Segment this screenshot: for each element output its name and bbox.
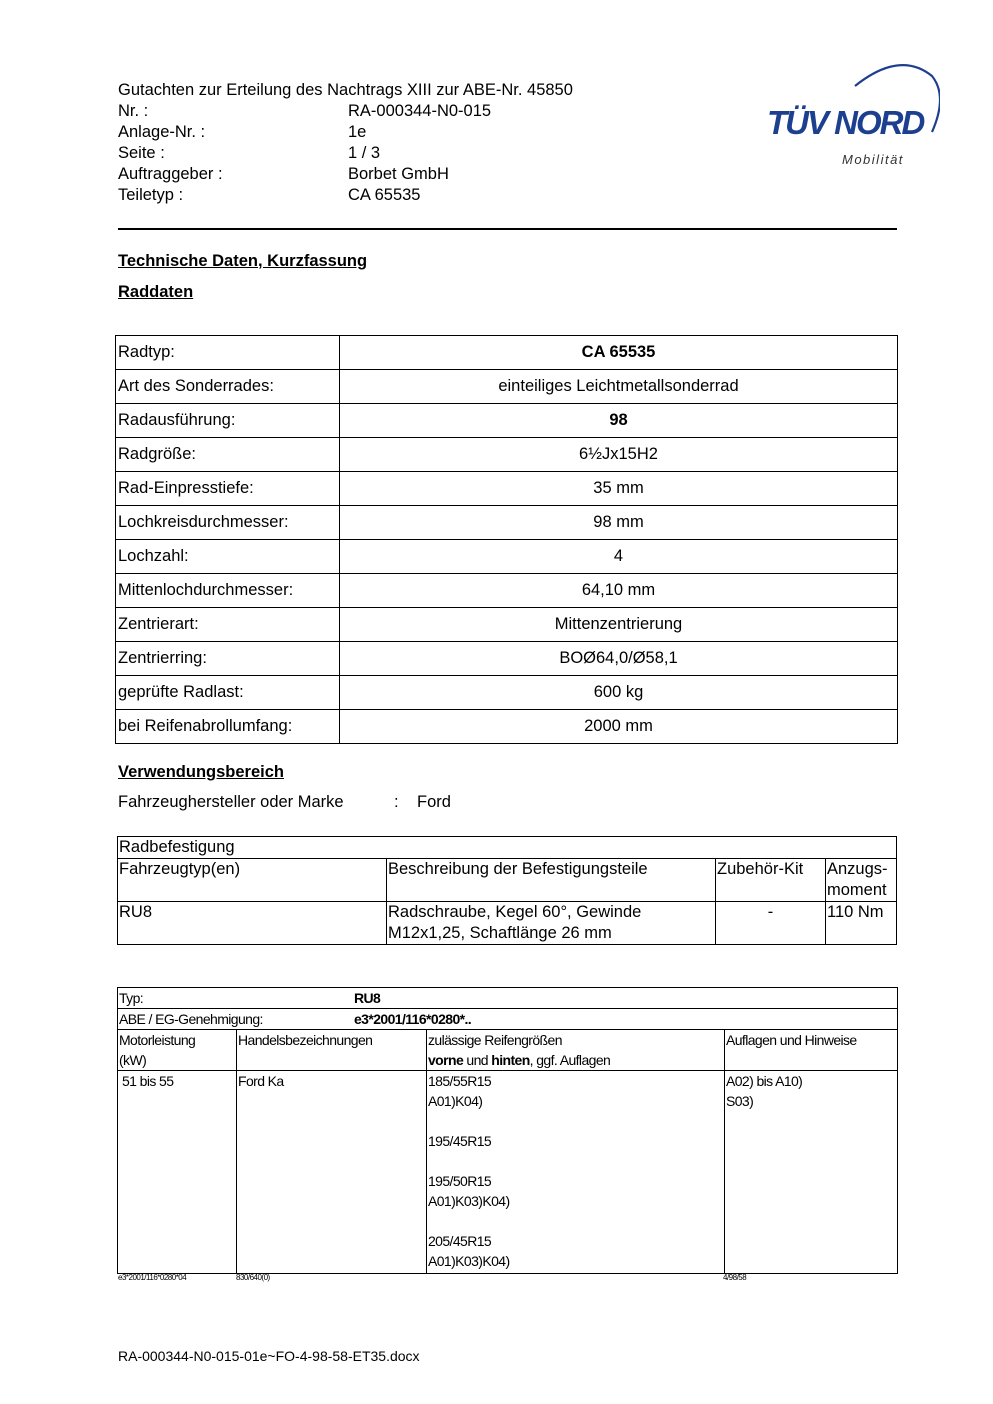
hersteller-label: Fahrzeughersteller oder Marke bbox=[118, 793, 344, 811]
raddaten-key: Lochkreisdurchmesser: bbox=[116, 506, 340, 540]
footer-small-right: 4/98/58 bbox=[723, 1273, 747, 1282]
logo-brand: TÜV NORD bbox=[767, 104, 924, 141]
hersteller-value: Ford bbox=[417, 793, 451, 811]
header-label: Teiletyp : bbox=[118, 186, 184, 204]
radbefestigung-table bbox=[117, 836, 897, 945]
raddaten-value: 4 bbox=[340, 540, 898, 574]
logo-subtitle: Mobilität bbox=[842, 152, 904, 167]
raddaten-value: Mittenzentrierung bbox=[340, 608, 898, 642]
header-label: Anlage-Nr. : bbox=[118, 123, 206, 141]
table-cell: - bbox=[716, 902, 826, 945]
column-header: Zubehör-Kit bbox=[716, 859, 826, 902]
table-row bbox=[116, 574, 898, 608]
reifen-header-line1: zulässige Reifengrößen bbox=[428, 1032, 562, 1048]
footer-filename: RA-000344-N0-015-01e~FO-4-98-58-ET35.docx bbox=[118, 1348, 420, 1364]
column-header: Fahrzeugtyp(en) bbox=[118, 859, 387, 902]
table-cell: Ford Ka bbox=[237, 1071, 427, 1274]
table-cell: 110 Nm bbox=[826, 902, 897, 945]
table-row bbox=[116, 540, 898, 574]
radbefestigung-caption: Radbefestigung bbox=[118, 837, 897, 859]
typ-row bbox=[118, 988, 898, 1009]
raddaten-value: 6½Jx15H2 bbox=[340, 438, 898, 472]
raddaten-key: Zentrierart: bbox=[116, 608, 340, 642]
document-title: Gutachten zur Erteilung des Nachtrags XIII zur ABE-Nr. 45850 bbox=[118, 81, 573, 99]
section-technische-daten: Technische Daten, Kurzfassung bbox=[118, 252, 368, 270]
reifen-und: und bbox=[463, 1052, 492, 1068]
table-row bbox=[118, 902, 897, 945]
tuev-nord-logo bbox=[760, 58, 940, 173]
section-raddaten: Raddaten bbox=[118, 283, 194, 301]
table-row bbox=[116, 438, 898, 472]
table-cell: 51 bis 55 bbox=[118, 1071, 237, 1274]
header-value: RA-000344-N0-015 bbox=[348, 102, 492, 120]
header-label: Auftraggeber : bbox=[118, 165, 223, 183]
header-label: Seite : bbox=[118, 144, 165, 162]
header-value: CA 65535 bbox=[348, 186, 421, 204]
abe-row bbox=[118, 1009, 898, 1030]
table-header-row bbox=[118, 1030, 898, 1071]
header-value: 1e bbox=[348, 123, 367, 141]
header-row-auftraggeber bbox=[118, 164, 573, 185]
column-header: Anzugs- moment bbox=[826, 859, 897, 902]
raddaten-value: 600 kg bbox=[340, 676, 898, 710]
raddaten-value: CA 65535 bbox=[340, 336, 898, 370]
footer-small-mid: 830/640(0) bbox=[236, 1273, 270, 1282]
raddaten-value: 2000 mm bbox=[340, 710, 898, 744]
raddaten-value: 98 bbox=[340, 404, 898, 438]
raddaten-value: 64,10 mm bbox=[340, 574, 898, 608]
table-row bbox=[118, 988, 898, 1009]
table-row bbox=[116, 472, 898, 506]
table-cell: 185/55R15 A01)K04) 195/45R15 195/50R15 A01)K03)K04) 205/45R15 A01)K03)K04) bbox=[427, 1071, 725, 1274]
abe-value: e3*2001/116*0280*.. bbox=[354, 1011, 472, 1027]
table-row bbox=[118, 837, 897, 859]
column-header: Beschreibung der Befestigungsteile bbox=[387, 859, 716, 902]
header-divider bbox=[118, 228, 897, 230]
table-cell: Radschraube, Kegel 60°, Gewinde M12x1,25, Schaftlänge 26 mm bbox=[387, 902, 716, 945]
table-cell: A02) bis A10) S03) bbox=[725, 1071, 898, 1274]
reifen-vorne: vorne bbox=[428, 1052, 464, 1068]
hersteller-colon: : bbox=[394, 793, 399, 811]
table-row bbox=[116, 404, 898, 438]
header-row-nr bbox=[118, 101, 573, 122]
column-header: Motorleistung (kW) bbox=[118, 1030, 237, 1071]
footer-small-left: e3*2001/116*0280*04 bbox=[118, 1273, 187, 1282]
raddaten-key: geprüfte Radlast: bbox=[116, 676, 340, 710]
raddaten-key: Rad-Einpresstiefe: bbox=[116, 472, 340, 506]
table-row bbox=[116, 506, 898, 540]
document-header bbox=[118, 80, 573, 206]
typ-label: Typ: bbox=[119, 990, 144, 1006]
column-header: Auflagen und Hinweise bbox=[725, 1030, 898, 1071]
reifen-hinten: hinten bbox=[491, 1052, 530, 1068]
abe-label: ABE / EG-Genehmigung: bbox=[119, 1011, 263, 1027]
column-header-reifen bbox=[427, 1030, 725, 1071]
raddaten-key: Art des Sonderrades: bbox=[116, 370, 340, 404]
fahrzeugtyp-table bbox=[117, 987, 898, 1274]
table-cell: RU8 bbox=[118, 902, 387, 945]
table-row bbox=[118, 1009, 898, 1030]
header-value: Borbet GmbH bbox=[348, 165, 449, 183]
header-row-anlage bbox=[118, 122, 573, 143]
raddaten-key: Radtyp: bbox=[116, 336, 340, 370]
table-header-row bbox=[118, 859, 897, 902]
raddaten-key: Radgröße: bbox=[116, 438, 340, 472]
table-row bbox=[116, 642, 898, 676]
raddaten-key: Radausführung: bbox=[116, 404, 340, 438]
raddaten-value: BOØ64,0/Ø58,1 bbox=[340, 642, 898, 676]
raddaten-table bbox=[115, 335, 898, 744]
reifen-rest: , ggf. Auflagen bbox=[529, 1052, 611, 1068]
header-row-teiletyp bbox=[118, 185, 573, 206]
header-value: 1 / 3 bbox=[348, 144, 381, 162]
raddaten-key: bei Reifenabrollumfang: bbox=[116, 710, 340, 744]
raddaten-value: 35 mm bbox=[340, 472, 898, 506]
table-row bbox=[116, 336, 898, 370]
column-header: Handelsbezeichnungen bbox=[237, 1030, 427, 1071]
typ-value: RU8 bbox=[354, 990, 381, 1006]
raddaten-key: Lochzahl: bbox=[116, 540, 340, 574]
raddaten-key: Mittenlochdurchmesser: bbox=[116, 574, 340, 608]
section-verwendungsbereich: Verwendungsbereich bbox=[118, 763, 284, 781]
raddaten-value: 98 mm bbox=[340, 506, 898, 540]
header-label: Nr. : bbox=[118, 102, 149, 120]
header-row-seite bbox=[118, 143, 573, 164]
reifen-header-line2 bbox=[428, 1050, 723, 1070]
table-row bbox=[116, 676, 898, 710]
fahrzeughersteller-line bbox=[118, 793, 451, 812]
table-row bbox=[118, 1071, 898, 1274]
table-row bbox=[116, 370, 898, 404]
table-row bbox=[116, 710, 898, 744]
raddaten-key: Zentrierring: bbox=[116, 642, 340, 676]
table-row bbox=[116, 608, 898, 642]
raddaten-value: einteiliges Leichtmetallsonderrad bbox=[340, 370, 898, 404]
